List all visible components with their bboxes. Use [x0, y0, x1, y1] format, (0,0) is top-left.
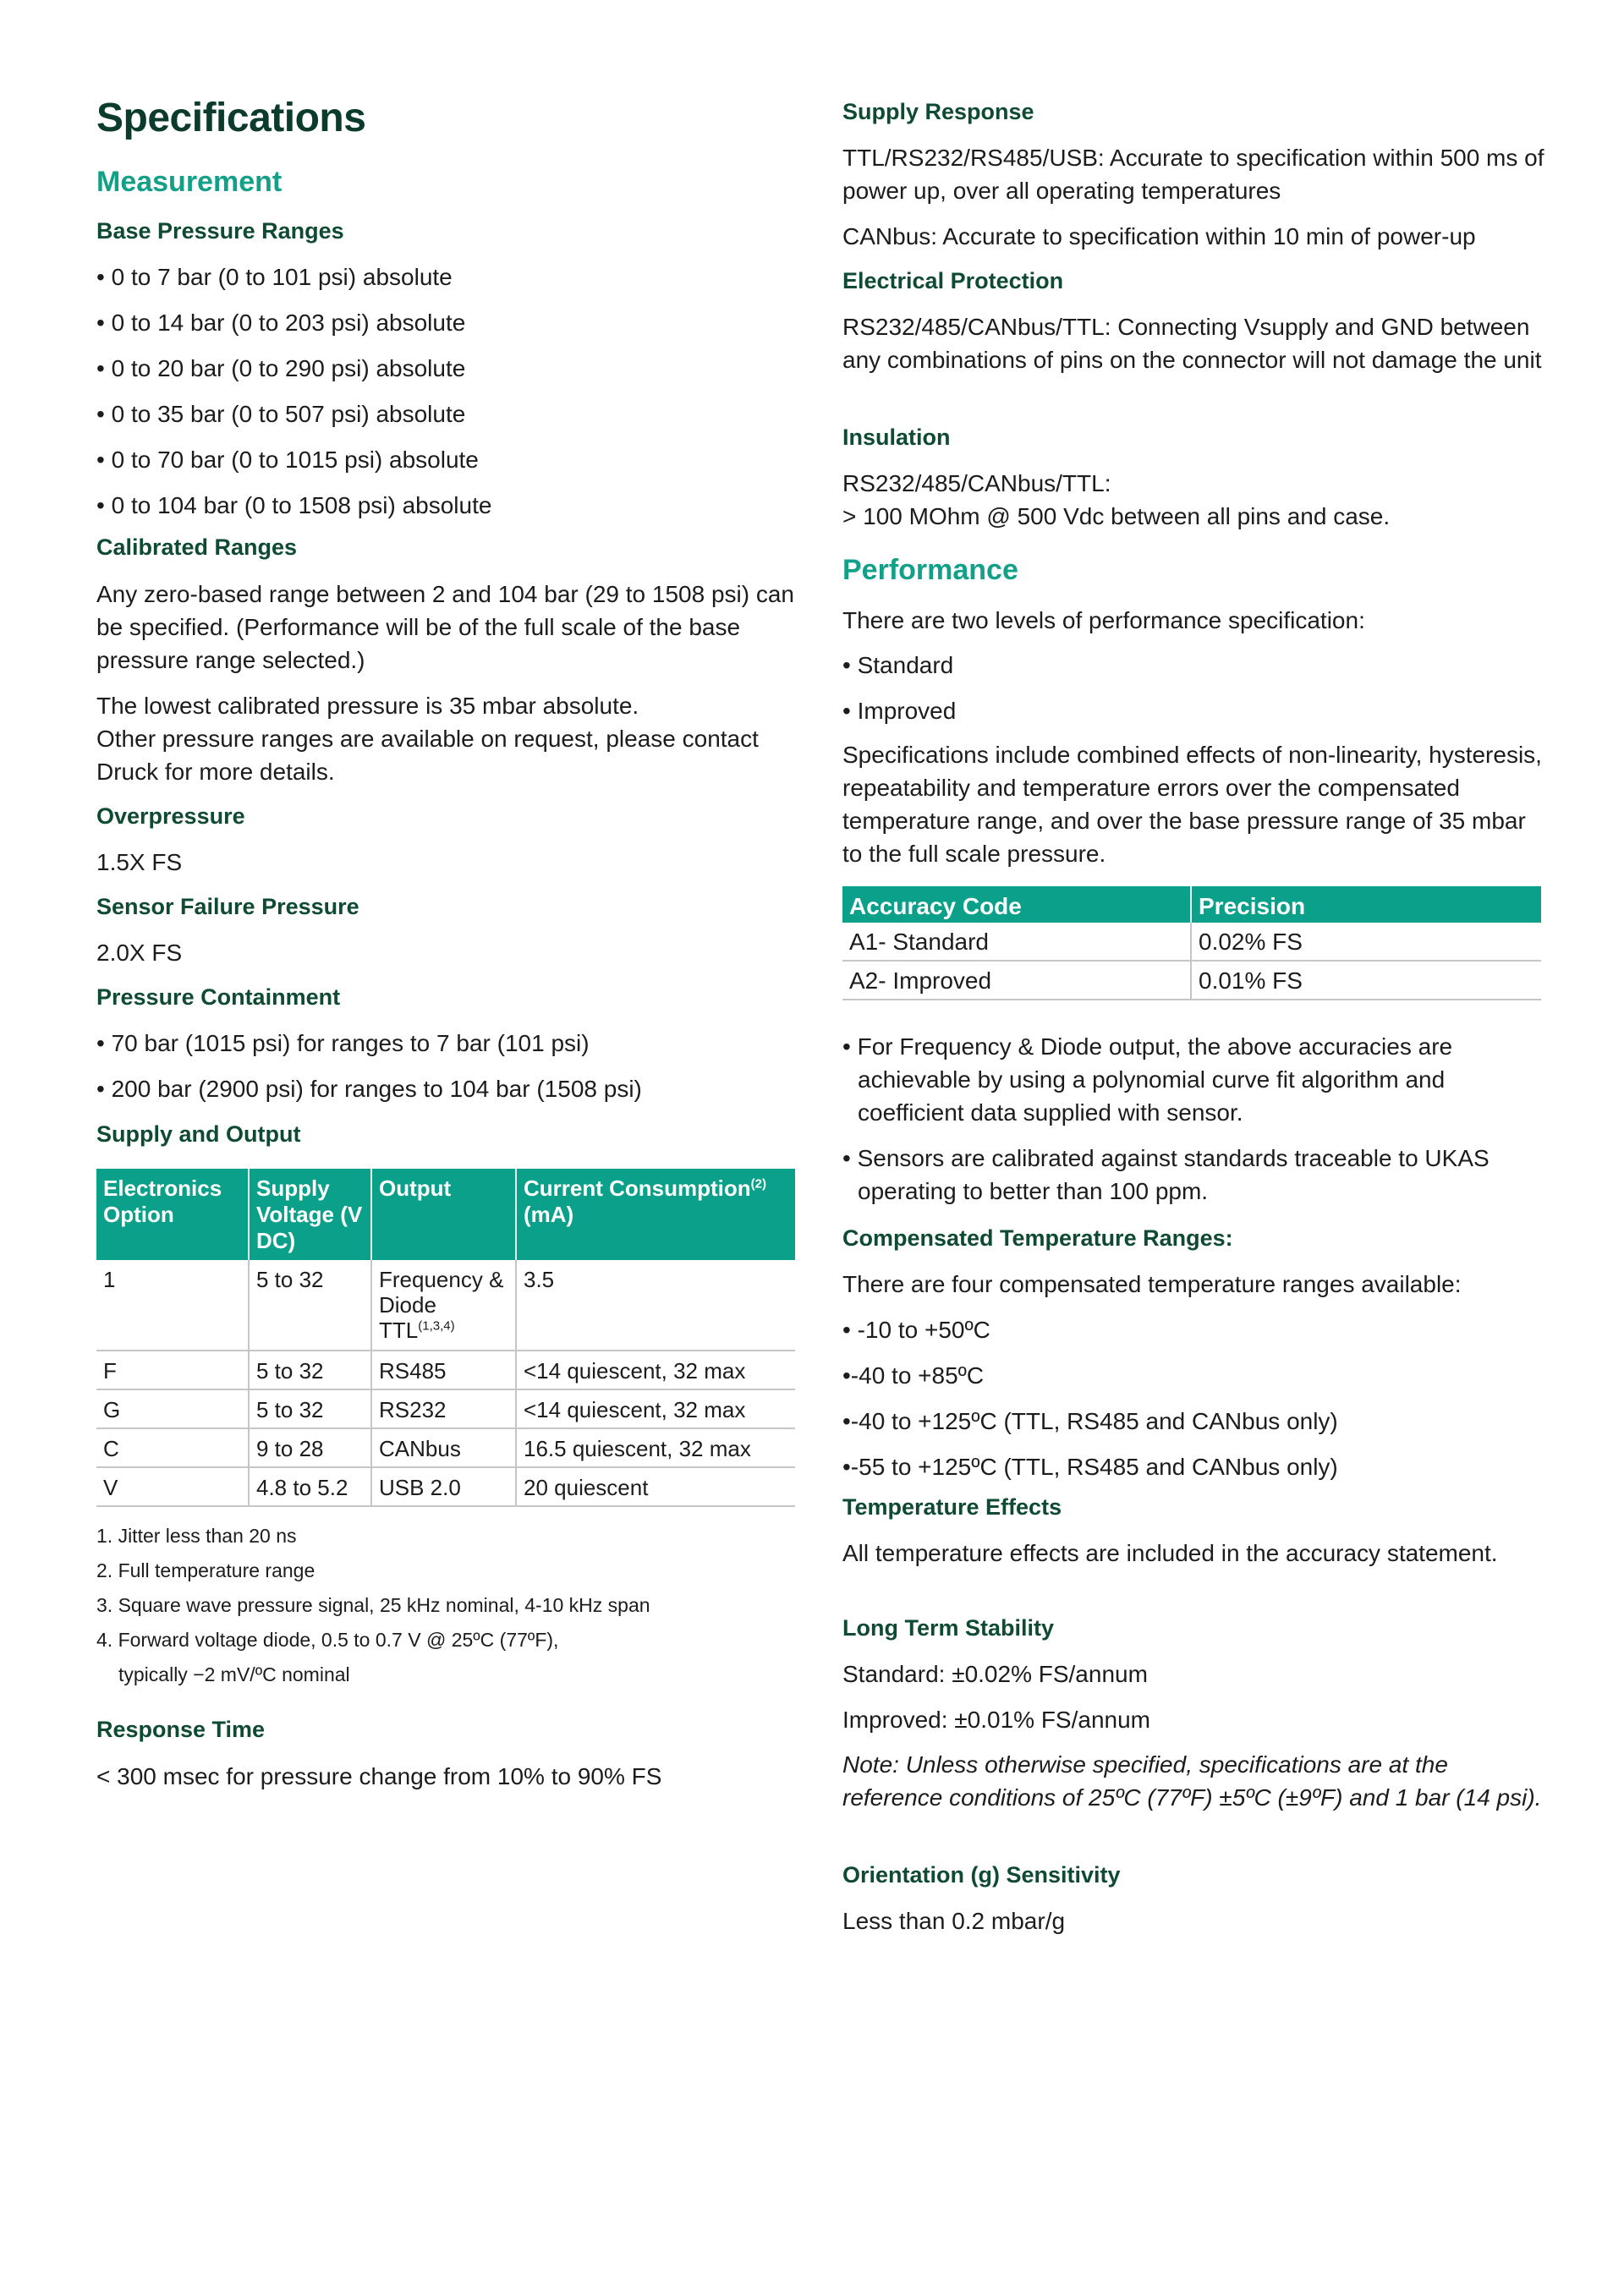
- heading-supply-response: Supply Response: [842, 99, 1034, 124]
- list-item: • Improved: [842, 698, 957, 724]
- section-title-measurement: Measurement: [96, 166, 283, 198]
- heading-sensor-failure-pressure: Sensor Failure Pressure: [96, 894, 359, 919]
- electrical-protection-text: RS232/485/CANbus/TTL: Connecting Vsupply and GND between any combinations of pins on the connector will not damage the unit: [842, 314, 1542, 373]
- sensor-failure-value: 2.0X FS: [96, 940, 183, 966]
- performance-intro: There are two levels of performance specification:: [842, 607, 1365, 633]
- col-header-output: Output: [371, 1169, 516, 1260]
- section-title-performance: Performance: [842, 554, 1018, 586]
- list-item: • 0 to 104 bar (0 to 1508 psi) absolute: [96, 492, 492, 518]
- lowest-pressure-text: The lowest calibrated pressure is 35 mbar absolute.: [96, 693, 639, 719]
- supply-output-table: [96, 1169, 795, 1507]
- list-item: • 0 to 70 bar (0 to 1015 psi) absolute: [96, 447, 479, 473]
- footnote: 3. Square wave pressure signal, 25 kHz nominal, 4-10 kHz span: [96, 1594, 650, 1616]
- table-row: G 5 to 32 RS232 <14 quiescent, 32 max: [96, 1389, 795, 1428]
- footnote: 4. Forward voltage diode, 0.5 to 0.7 V @ 25ºC (77ºF),: [96, 1629, 559, 1651]
- list-item: • 70 bar (1015 psi) for ranges to 7 bar (101 psi): [96, 1030, 590, 1056]
- heading-overpressure: Overpressure: [96, 803, 245, 829]
- col-header-current-consumption: Current Consumption$^{(2)}$ (mA): [516, 1169, 795, 1260]
- orientation-sensitivity-value: Less than 0.2 mbar/g: [842, 1908, 1066, 1934]
- performance-description: Specifications include combined effects of non-linearity, hysteresis, repeatability and temperature errors over the compensated temperature range, and over the base pressure range of 35 mbar to the full scale pressure.: [842, 742, 1542, 867]
- list-item: • 0 to 35 bar (0 to 507 psi) absolute: [96, 401, 466, 427]
- heading-electrical-protection: Electrical Protection: [842, 268, 1064, 293]
- footnote: typically −2 mV/ºC nominal: [118, 1663, 350, 1685]
- base-pressure-list: [96, 260, 798, 522]
- list-item: •-40 to +125ºC (TTL, RS485 and CANbus only): [842, 1408, 1338, 1434]
- table-header-row: [96, 1169, 795, 1260]
- page-title: Specifications: [96, 96, 366, 140]
- heading-response-time: Response Time: [96, 1717, 266, 1742]
- supply-response-text: TTL/RS232/RS485/USB: Accurate to specification within 500 ms of power up, over all operating temperatures: [842, 145, 1544, 204]
- list-item: • 0 to 7 bar (0 to 101 psi) absolute: [96, 264, 453, 290]
- list-item: • 200 bar (2900 psi) for ranges to 104 bar (1508 psi): [96, 1076, 642, 1102]
- calibrated-ranges-note: [96, 689, 798, 788]
- footnote: 2. Full temperature range: [96, 1559, 315, 1581]
- table-row: F 5 to 32 RS485 <14 quiescent, 32 max: [96, 1351, 795, 1389]
- other-ranges-text: Other pressure ranges are available on request, please contact Druck for more details.: [96, 726, 759, 785]
- heading-supply-and-output: Supply and Output: [96, 1121, 301, 1147]
- list-item: • For Frequency & Diode output, the above accuracies are achievable by using a polynomial curve fit algorithm and coefficient data supplied with sensor.: [842, 1033, 1453, 1126]
- list-item: • 0 to 20 bar (0 to 290 psi) absolute: [96, 355, 466, 381]
- list-item: • Standard: [842, 652, 954, 678]
- table-header-row: [842, 886, 1541, 923]
- table-row: V 4.8 to 5.2 USB 2.0 20 quiescent: [96, 1467, 795, 1506]
- performance-notes: [842, 1030, 1544, 1208]
- heading-calibrated-ranges: Calibrated Ranges: [96, 534, 298, 560]
- list-item: •-40 to +85ºC: [842, 1362, 985, 1389]
- footnotes: [96, 1519, 798, 1692]
- reference-conditions-note: Note: Unless otherwise specified, specifications are at the reference conditions of 25ºC (77ºF) ±5ºC (±9ºF) and 1 bar (14 psi).: [842, 1751, 1542, 1811]
- stability-improved: Improved: ±0.01% FS/annum: [842, 1707, 1150, 1733]
- list-item: • 0 to 14 bar (0 to 203 psi) absolute: [96, 310, 466, 336]
- heading-insulation: Insulation: [842, 425, 951, 450]
- accuracy-table: [842, 886, 1541, 1000]
- list-item: • Sensors are calibrated against standards traceable to UKAS operating to better than 100 ppm.: [842, 1145, 1490, 1204]
- overpressure-value: 1.5X FS: [96, 849, 183, 875]
- table-row: 1 5 to 32 Frequency & Diode TTL$^{(1,3,4)}$ 3.5: [96, 1260, 795, 1351]
- table-row: C 9 to 28 CANbus 16.5 quiescent, 32 max: [96, 1428, 795, 1467]
- heading-temperature-effects: Temperature Effects: [842, 1494, 1062, 1520]
- table-row: A1- Standard 0.02% FS: [842, 923, 1541, 961]
- insulation-text: RS232/485/CANbus/TTL: > 100 MOhm @ 500 Vdc between all pins and case.: [842, 470, 1391, 529]
- performance-levels: [842, 649, 1544, 727]
- list-item: • -10 to +50ºC: [842, 1317, 990, 1343]
- footnote: 1. Jitter less than 20 ns: [96, 1525, 297, 1547]
- heading-orientation-sensitivity: Orientation (g) Sensitivity: [842, 1862, 1121, 1888]
- compensated-temp-intro: There are four compensated temperature ranges available:: [842, 1271, 1462, 1297]
- heading-compensated-temperature-ranges: Compensated Temperature Ranges:: [842, 1225, 1233, 1251]
- heading-pressure-containment: Pressure Containment: [96, 984, 341, 1010]
- col-header-electronics-option: Electronics Option: [96, 1169, 249, 1260]
- response-time-value: < 300 msec for pressure change from 10% to 90% FS: [96, 1763, 662, 1789]
- col-header-precision: Precision: [1191, 886, 1541, 923]
- col-header-accuracy-code: Accuracy Code: [842, 886, 1191, 923]
- containment-list: [96, 1027, 798, 1105]
- temperature-effects-text: All temperature effects are included in the accuracy statement.: [842, 1540, 1498, 1566]
- canbus-response-text: CANbus: Accurate to specification within 10 min of power-up: [842, 223, 1476, 249]
- table-row: A2- Improved 0.01% FS: [842, 961, 1541, 1000]
- compensated-temp-list: [842, 1313, 1544, 1483]
- heading-long-term-stability: Long Term Stability: [842, 1615, 1055, 1641]
- list-item: •-55 to +125ºC (TTL, RS485 and CANbus only): [842, 1454, 1338, 1480]
- col-header-supply-voltage: Supply Voltage (V DC): [249, 1169, 371, 1260]
- heading-base-pressure-ranges: Base Pressure Ranges: [96, 218, 344, 244]
- calibrated-ranges-text: Any zero-based range between 2 and 104 bar (29 to 1508 psi) can be specified. (Performance will be of the full scale of the base pressure range selected.): [96, 581, 795, 673]
- stability-standard: Standard: ±0.02% FS/annum: [842, 1661, 1148, 1687]
